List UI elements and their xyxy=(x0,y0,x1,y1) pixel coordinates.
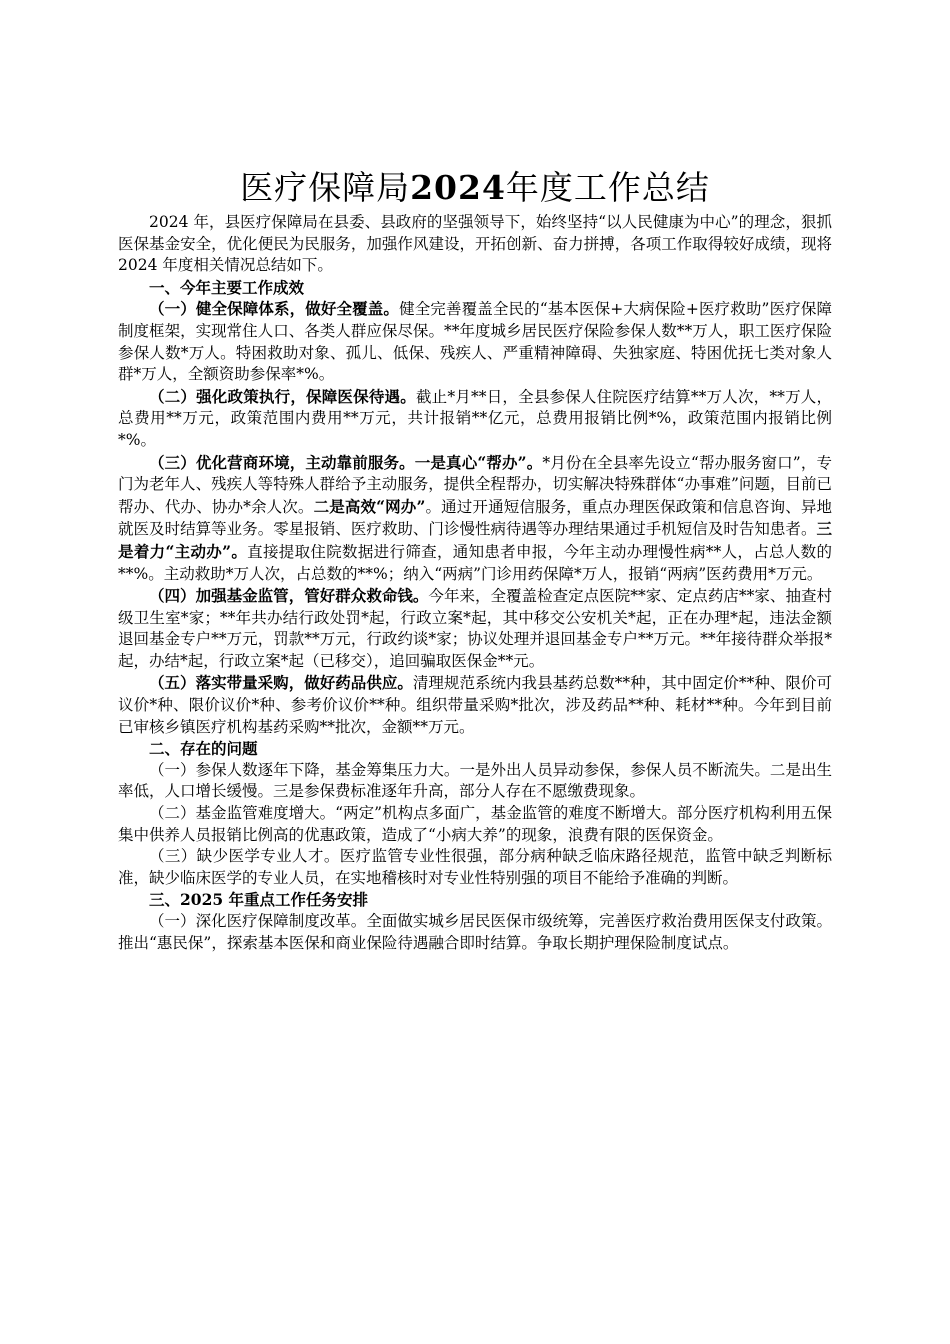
paragraph-text: 。通过开通短信服务，重点办理医保政策和信息咨询、异地就医及时结算等业务。零星报销、医疗救助、门诊慢性病待遇等办理结果通过手机短信及时告知患者。 xyxy=(118,497,832,539)
paragraph-text: 截止*月**日，全县参保人住院医疗结算**万人次，**万人，总费用**万元，政策范围内费用**万元，共计报销**亿元，总费用报销比例*%，政策范围内报销比例*%。 xyxy=(118,387,832,449)
title-suffix: 年度工作总结 xyxy=(505,168,710,207)
paragraph-sublead: 二是高效“网办” xyxy=(313,496,426,516)
section-2-paragraph-3: （三）缺少医学专业人才。医疗监管专业性很强，部分病种缺乏临床路径规范，监管中缺乏判断标准，缺少临床医学的专业人员，在实地稽核时对专业性特别强的项目不能给予准确的判断。 xyxy=(118,847,832,887)
intro-paragraph: 2024 年，县医疗保障局在县委、县政府的坚强领导下，始终坚持“以人民健康为中心”的理念，狠抓医保基金安全，优化便民为民服务，加强作风建设，开拓创新、奋力拼搏，各项工作取得较好成绩，现将 2024 年度相关情况总结如下。 xyxy=(118,213,832,275)
document-title xyxy=(118,166,832,210)
paragraph-text: *月份在全县率先设立“帮办服务窗口”，专门为老年人、残疾人等特殊人群给予主动服务，提供全程帮办，切实解决特殊群体“办事难”问题，目前已帮办、代办、协办*余人次。 xyxy=(118,453,832,516)
paragraph-lead: （一）健全保障体系，做好全覆盖。 xyxy=(149,299,400,319)
title-prefix: 医疗保障局 xyxy=(240,168,411,207)
section-1-heading: 一、今年主要工作成效 xyxy=(149,277,305,297)
paragraph-text: 今年来，全覆盖检查定点医院**家、定点药店**家、抽查村级卫生室*家；**年共办结行政处罚*起，行政立案*起，其中移交公安机关*起，正在办理*起，违法金额退回基金专户**万元，罚款**万元，行政约谈*家；协议处理并退回基金专户**万元。**年接待群众举报*起，办结*起，行政立案*起（已移交），追回骗取医保金**元。 xyxy=(118,587,832,670)
section-2-paragraph-2: （二）基金监管难度增大。“两定”机构点多面广，基金监管的难度不断增大。部分医疗机构利用五保集中供养人员报销比例高的优惠政策，造成了“小病大养”的现象，浪费有限的医保资金。 xyxy=(118,804,832,844)
paragraph-text: 直接提取住院数据进行筛查，通知患者申报，今年主动办理慢性病**人，占总人数的**%。主动救助*万人次，占总数的**%；纳入“两病”门诊用药保障*万人，报销“两病”医药费用*万元。 xyxy=(118,542,832,583)
paragraph-sublead: 三是着力“主动办”。 xyxy=(118,519,832,561)
paragraph-lead: （三）优化营商环境，主动靠前服务。一是真心“帮办”。 xyxy=(149,452,543,472)
paragraph-lead: （二）强化政策执行，保障医保待遇。 xyxy=(149,386,416,406)
section-1-paragraph-3 xyxy=(118,452,832,586)
section-3-paragraph-1: （一）深化医疗保障制度改革。全面做实城乡居民医保市级统筹，完善医疗救治费用医保支付政策。推出“惠民保”，探索基本医保和商业保险待遇融合即时结算。争取长期护理保险制度试点。 xyxy=(118,912,832,952)
section-1-paragraph-2 xyxy=(118,386,832,452)
paragraph-text: 清理规范系统内我县基药总数**种，其中固定价**种、限价可议价*种、限价议价*种、参考价议价**种。组织带量采购*批次，涉及药品**种、耗材**种。今年到目前已审核乡镇医疗机构基药采购**批次，金额**万元。 xyxy=(118,674,832,736)
paragraph-lead: （五）落实带量采购，做好药品供应。 xyxy=(149,673,413,693)
section-1-paragraph-4 xyxy=(118,585,832,672)
section-3-heading: 三、2025 年重点工作任务安排 xyxy=(149,890,369,910)
section-1-paragraph-1 xyxy=(118,298,832,385)
section-2-paragraph-1: （一）参保人数逐年下降，基金筹集压力大。一是外出人员异动参保，参保人员不断流失。二是出生率低，人口增长缓慢。三是参保费标准逐年升高，部分人存在不愿缴费现象。 xyxy=(118,760,832,801)
paragraph-lead: （四）加强基金监管，管好群众救命钱。 xyxy=(149,586,429,606)
title-year: 2024 xyxy=(410,168,506,207)
document-page xyxy=(118,166,832,954)
section-2-heading: 二、存在的问题 xyxy=(149,739,258,759)
section-1-paragraph-5 xyxy=(118,672,832,738)
paragraph-text: 健全完善覆盖全民的“基本医保+大病保险+医疗救助”医疗保障制度框架，实现常住人口、各类人群应保尽保。**年度城乡居民医疗保险参保人数**万人，职工医疗保险参保人数*万人。特困救助对象、孤儿、低保、残疾人、严重精神障碍、失独家庭、特困优抚七类对象人群*万人，全额资助参保率*%。 xyxy=(118,300,832,384)
